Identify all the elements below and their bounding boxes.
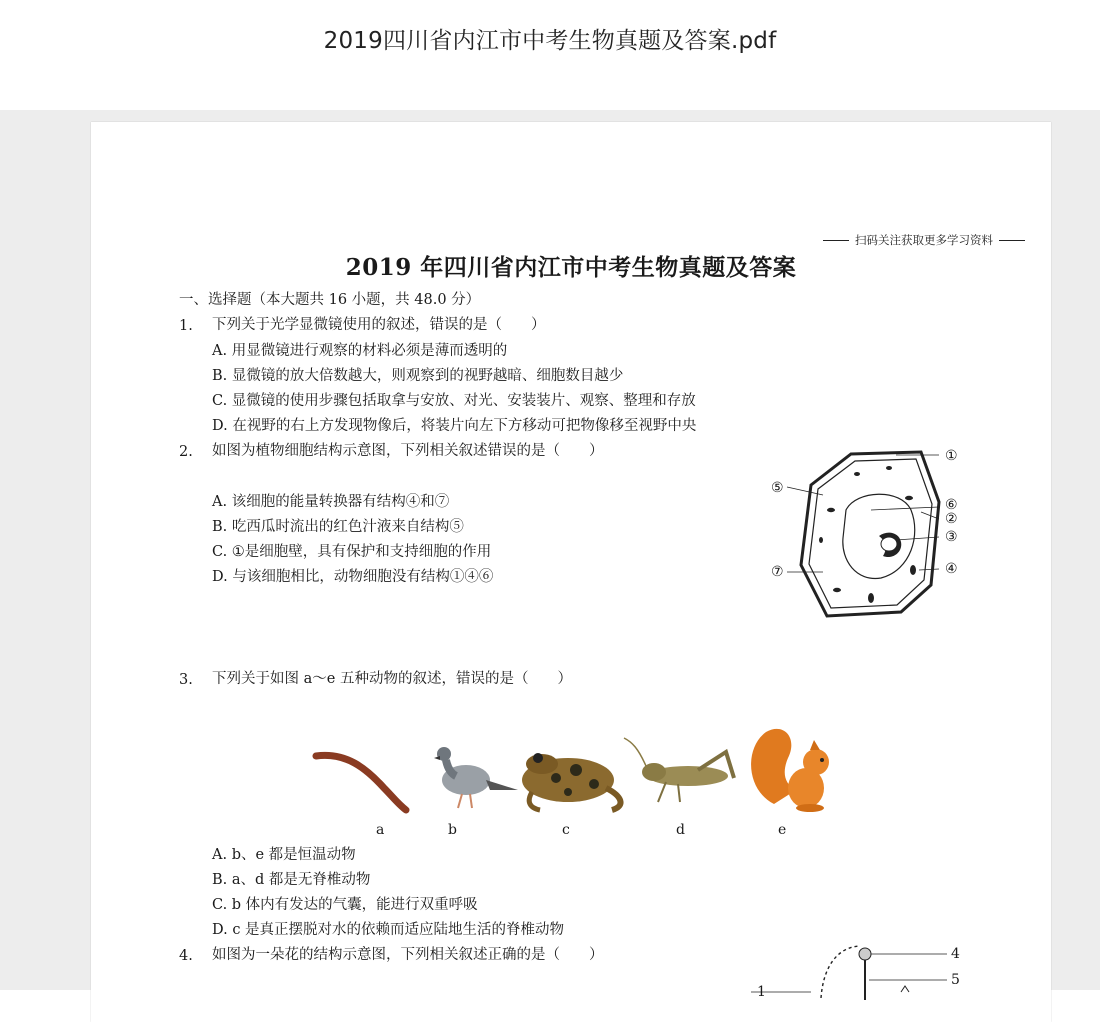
section-heading: 一、选择题（本大题共 16 小题，共 48.0 分） — [179, 292, 481, 308]
question-1-option-b: B. 显微镜的放大倍数越大，则观察到的视野越暗、细胞数目越少 — [212, 368, 624, 384]
cell-label-6: ⑥ — [945, 497, 958, 513]
animals-figure — [306, 718, 846, 842]
cell-label-1: ① — [945, 448, 958, 464]
plant-cell-figure — [761, 440, 1001, 620]
question-3-option-a: A. b、e 都是恒温动物 — [212, 847, 356, 863]
watermark-rule-right — [999, 240, 1025, 241]
question-3-option-c: C. b 体内有发达的气囊，能进行双重呼吸 — [212, 897, 478, 913]
flower-label-4: 4 — [951, 946, 960, 962]
cell-label-3: ③ — [945, 529, 958, 545]
cell-label-5: ⑤ — [771, 480, 784, 496]
question-1-option-d: D. 在视野的右上方发现物像后，将装片向左下方移动可把物像移至视野中央 — [212, 418, 697, 434]
earthworm-icon — [316, 755, 406, 810]
pigeon-icon — [434, 747, 518, 808]
file-title: 2019四川省内江市中考生物真题及答案.pdf — [323, 28, 777, 54]
watermark-rule-left — [823, 240, 849, 241]
animal-label-e: e — [778, 822, 787, 838]
cell-label-7: ⑦ — [771, 564, 784, 580]
flower-label-1: 1 — [757, 984, 766, 1000]
plant-cell-diagram — [761, 440, 1001, 620]
flower-diagram — [751, 940, 971, 1000]
watermark — [823, 232, 1025, 248]
squirrel-icon — [751, 729, 829, 812]
question-1-number: 1. — [179, 318, 193, 334]
question-3-stem: 下列关于如图 a～e 五种动物的叙述，错误的是（ ） — [212, 671, 572, 687]
question-1-option-a: A. 用显微镜进行观察的材料必须是薄而透明的 — [212, 343, 508, 359]
question-4-number: 4. — [179, 948, 193, 964]
question-3-option-b: B. a、d 都是无脊椎动物 — [212, 872, 371, 888]
flower-label-5: 5 — [951, 972, 960, 988]
question-2-option-d: D. 与该细胞相比，动物细胞没有结构①④⑥ — [212, 569, 494, 585]
watermark-text: 扫码关注获取更多学习资料 — [855, 233, 993, 247]
cell-label-2: ② — [945, 511, 958, 527]
cell-label-4: ④ — [945, 561, 958, 577]
question-2-option-c: C. ①是细胞壁，具有保护和支持细胞的作用 — [212, 544, 492, 560]
animal-label-d: d — [676, 822, 685, 838]
animals-diagram — [306, 718, 846, 818]
animal-label-c: c — [562, 822, 570, 838]
file-header — [0, 0, 1100, 110]
grasshopper-icon — [624, 738, 734, 802]
question-1-stem: 下列关于光学显微镜使用的叙述，错误的是（ ） — [212, 317, 546, 333]
document-title: 2019 年四川省内江市中考生物真题及答案 — [345, 254, 797, 281]
pdf-viewer[interactable] — [0, 110, 1100, 1000]
question-3-number: 3. — [179, 672, 193, 688]
animal-label-a: a — [376, 822, 385, 838]
question-2-stem: 如图为植物细胞结构示意图，下列相关叙述错误的是（ ） — [212, 443, 604, 459]
question-2-number: 2. — [179, 444, 193, 460]
question-1-option-c: C. 显微镜的使用步骤包括取拿与安放、对光、安装装片、观察、整理和存放 — [212, 393, 696, 409]
pdf-page — [91, 122, 1051, 1022]
question-3-option-d: D. c 是真正摆脱对水的依赖而适应陆地生活的脊椎动物 — [212, 922, 565, 938]
frog-icon — [522, 753, 621, 810]
question-4-stem: 如图为一朵花的结构示意图，下列相关叙述正确的是（ ） — [212, 947, 604, 963]
flower-figure — [751, 940, 971, 1000]
animal-label-b: b — [448, 822, 457, 838]
question-2-option-b: B. 吃西瓜时流出的红色汁液来自结构⑤ — [212, 519, 464, 535]
question-2-option-a: A. 该细胞的能量转换器有结构④和⑦ — [212, 494, 450, 510]
